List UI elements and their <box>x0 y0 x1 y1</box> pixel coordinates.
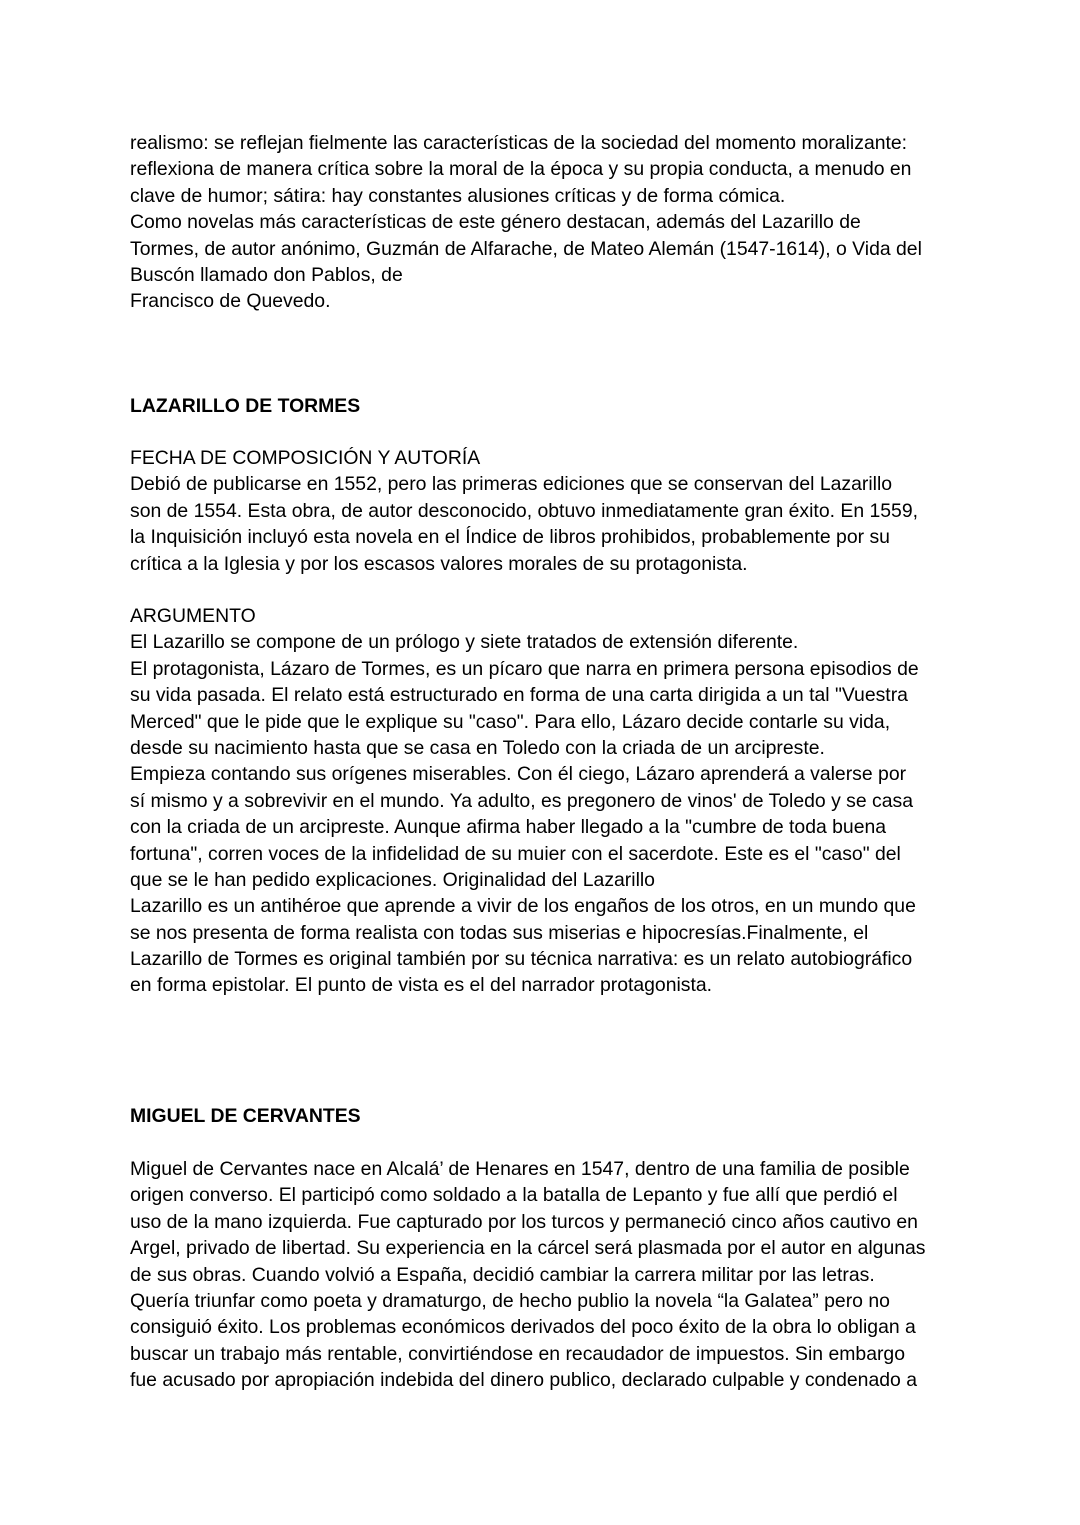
text-line: reflexiona de manera crítica sobre la moral de la época y su propia conducta, a menudo en <box>130 158 912 181</box>
text-line: Miguel de Cervantes nace en Alcalá’ de Henares en 1547, dentro de una familia de posible <box>130 1158 910 1180</box>
text-line: Argel, privado de libertad. Su experiencia en la cárcel será plasmada por el autor en algunas <box>130 1237 926 1260</box>
fecha-paragraph <box>130 471 990 577</box>
text-line: desde su nacimiento hasta que se casa en Toledo con la criada de un arcipreste. <box>130 736 825 759</box>
section-title-cervantes: MIGUEL DE CERVANTES <box>130 1105 361 1127</box>
text-line: sí mismo y a sobrevivir en el mundo. Ya adulto, es pregonero de vinos' de Toledo y se casa <box>130 789 913 812</box>
text-line: Empieza contando sus orígenes miserables. Con él ciego, Lázaro aprenderá a valerse por <box>130 763 907 786</box>
intro-paragraph <box>130 130 990 315</box>
subheading-fecha: FECHA DE COMPOSICIÓN Y AUTORÍA <box>130 447 481 469</box>
text-line: Lazarillo de Tormes es original también por su técnica narrativa: es un relato autobiográfico <box>130 948 913 971</box>
text-line: crítica a la Iglesia y por los escasos valores morales de su protagonista. <box>130 552 748 575</box>
text-line: la Inquisición incluyó esta novela en el Índice de libros prohibidos, probablemente por su <box>130 526 890 549</box>
text-line: de sus obras. Cuando volvió a España, decidió cambiar la carrera militar por las letras. <box>130 1263 875 1286</box>
text-line: uso de la mano izquierda. Fue capturado por los turcos y permaneció cinco años cautivo en <box>130 1210 918 1233</box>
text-line: Tormes, de autor anónimo, Guzmán de Alfarache, de Mateo Alemán (1547-1614), o Vida del <box>130 237 922 260</box>
text-line: Buscón llamado don Pablos, de <box>130 263 403 286</box>
text-line: son de 1554. Esta obra, de autor desconocido, obtuvo inmediatamente gran éxito. En 1559, <box>130 499 919 522</box>
text-line: fue acusado por apropiación indebida del dinero publico, declarado culpable y condenado a <box>130 1369 917 1392</box>
text-line: origen converso. El participó como soldado a la batalla de Lepanto y fue allí que perdió el <box>130 1184 898 1207</box>
text-line: Como novelas más características de este género destacan, además del Lazarillo de <box>130 211 861 234</box>
text-line: con la criada de un arcipreste. Aunque afirma haber llegado a la "cumbre de toda buena <box>130 816 887 839</box>
text-line: Merced" que le pide que le explique su "caso". Para ello, Lázaro decide contarle su vida, <box>130 710 891 733</box>
text-line: que se le han pedido explicaciones. Originalidad del Lazarillo <box>130 868 655 891</box>
cervantes-paragraph <box>130 1156 990 1394</box>
section-title-lazarillo: LAZARILLO DE TORMES <box>130 395 361 417</box>
text-line: fortuna", corren voces de la infidelidad de su muier con el sacerdote. Este es el "caso" del <box>130 842 901 865</box>
text-line: Debió de publicarse en 1552, pero las primeras ediciones que se conservan del Lazarillo <box>130 473 893 496</box>
text-line: Quería triunfar como poeta y dramaturgo, de hecho publio la novela “la Galatea” pero no <box>130 1289 890 1312</box>
text-line: se nos presenta de forma realista con todas sus miserias e hipocresías.Finalmente, el <box>130 921 869 944</box>
text-line: El protagonista, Lázaro de Tormes, es un pícaro que narra en primera persona episodios de <box>130 657 919 680</box>
argumento-paragraph <box>130 629 990 998</box>
text-line: Francisco de Quevedo. <box>130 290 331 313</box>
text-line: buscar un trabajo más rentable, convirtiéndose en recaudador de impuestos. Sin embargo <box>130 1342 906 1365</box>
text-line: El Lazarillo se compone de un prólogo y siete tratados de extensión diferente. <box>130 631 799 654</box>
text-line: clave de humor; sátira: hay constantes alusiones críticas y de forma cómica. <box>130 184 786 207</box>
text-line: su vida pasada. El relato está estructurado en forma de una carta dirigida a un tal "Vuestra <box>130 684 908 707</box>
text-line: realismo: se reflejan fielmente las características de la sociedad del momento moralizante: <box>130 132 908 154</box>
text-line: consiguió éxito. Los problemas económicos derivados del poco éxito de la obra lo obligan a <box>130 1316 916 1339</box>
text-line: en forma epistolar. El punto de vista es el del narrador protagonista. <box>130 974 713 997</box>
subheading-argumento: ARGUMENTO <box>130 605 256 627</box>
text-line: Lazarillo es un antihéroe que aprende a vivir de los engaños de los otros, en un mundo que <box>130 895 916 918</box>
